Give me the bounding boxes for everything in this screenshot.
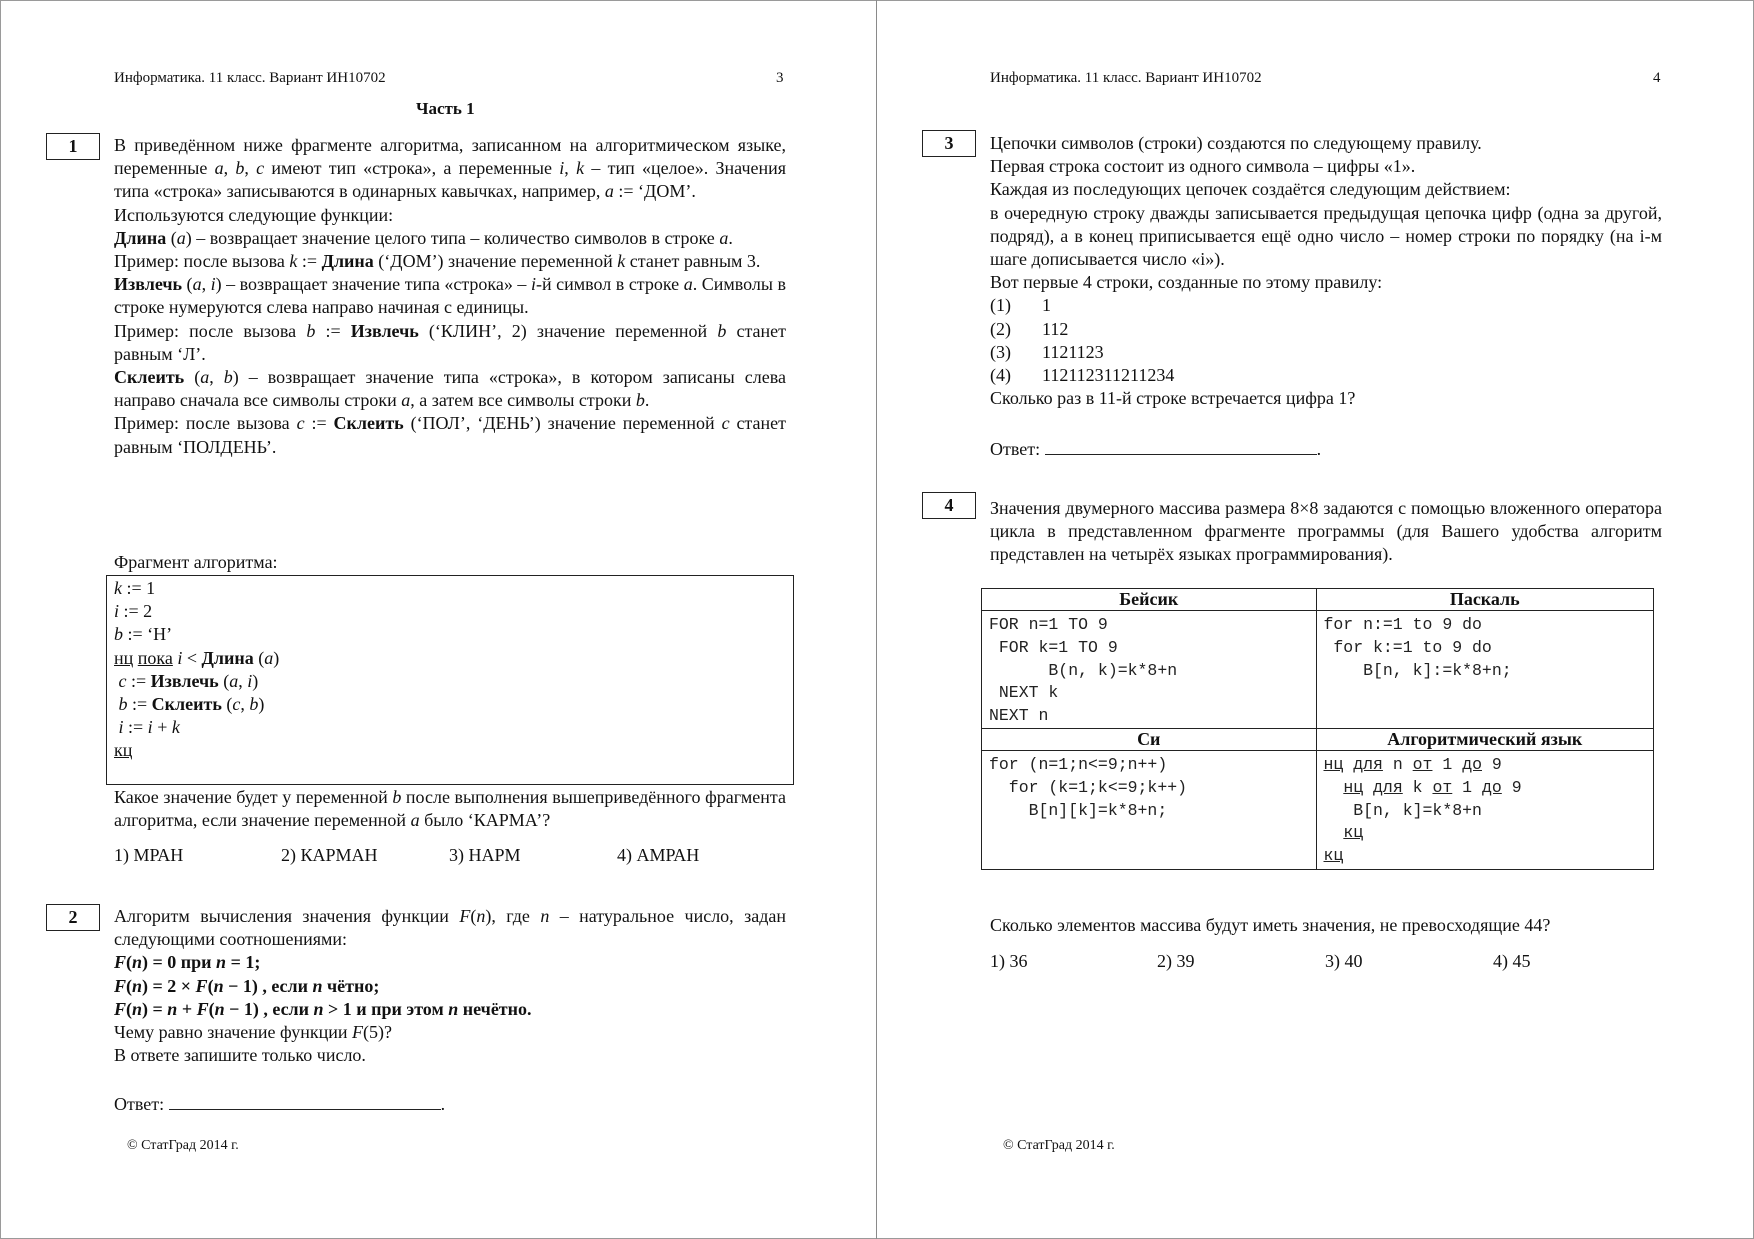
q3-row-number: (4) — [990, 365, 1011, 386]
algorithm-box — [106, 575, 794, 785]
section-title: Часть 1 — [416, 99, 475, 118]
algorithm-line: нц пока i < Длина (a) — [114, 647, 280, 668]
q3-line-2: Первая строка состоит из одного символа – цифры «1». — [990, 156, 1416, 177]
q2-relation-2: F(n) = 2 × F(n − 1) , если n чётно; — [114, 975, 380, 996]
q3-row-string: 112 — [1042, 318, 1069, 339]
algorithm-line: k := 1 — [114, 578, 156, 598]
q2-answer-field[interactable] — [169, 1092, 441, 1110]
left-page — [0, 0, 876, 1239]
q3-rule: в очередную строку дважды записывается предыдущая цепочка цифр (одна за другой, подряд), а в конец приписывается ещё одно число – номер строки по порядку (на i-м шаге дописывается число «i»). — [990, 202, 1662, 270]
q3-row — [990, 364, 1662, 387]
q4-option-3[interactable]: 3) 40 — [1325, 951, 1363, 971]
q3-rows — [990, 294, 1662, 387]
question-3-text — [990, 132, 1662, 410]
q2-relation-1: F(n) = 0 при n = 1; — [114, 952, 261, 973]
q3-row-string: 1 — [1042, 295, 1051, 316]
question-number-3: 3 — [922, 130, 976, 157]
q2-relation-3: F(n) = n + F(n − 1) , если n > 1 и при этом n нечётно. — [114, 998, 532, 1019]
q1-option-3[interactable]: 3) НАРМ — [449, 845, 521, 865]
code-c: for (n=1;n<=9;n++) for (k=1;k<=9;k++) B[n][k]=k*8+n; — [982, 750, 1317, 869]
question-number-4: 4 — [922, 492, 976, 519]
algorithm-line: b := Склеить (c, b) — [118, 694, 265, 715]
copyright: © СтатГрад 2014 г. — [1003, 1138, 1115, 1153]
q2-note: В ответе запишите только число. — [114, 1045, 366, 1066]
header-pascal: Паскаль — [1316, 589, 1654, 611]
q3-answer-row: Ответ: . — [990, 439, 1322, 459]
header-basic: Бейсик — [982, 589, 1317, 611]
question-1-text — [114, 134, 786, 459]
code-pascal: for n:=1 to 9 do for k:=1 to 9 do B[n, k]:=k*8+n; — [1316, 611, 1654, 729]
code-alg: нц для n от 1 до 9 нц для k от 1 до 9 B[n, k]=k*8+n кц кц — [1316, 750, 1654, 869]
algorithm-line: кц — [114, 740, 133, 761]
algorithm-line: i := i + k — [118, 717, 180, 738]
q3-line-3: Каждая из последующих цепочек создаётся следующим действием: — [990, 179, 1511, 200]
q3-row — [990, 294, 1662, 317]
q1-intro: В приведённом ниже фрагменте алгоритма, записанном на алгоритмическом языке, переменные a, b, c имеют тип «строка», а переменные i, k – тип «целое». Значения типа «строка» записываются в одинарных кавычках, например, a := ‘ДОМ’. — [114, 135, 787, 202]
q4-question: Сколько элементов массива будут иметь значения, не превосходящие 44? — [990, 915, 1551, 935]
q2-intro: Алгоритм вычисления значения функции F(n), где n – натуральное число, задан следующими соотношениями: — [114, 906, 786, 950]
q4-option-2[interactable]: 2) 39 — [1157, 951, 1195, 971]
q1-option-2[interactable]: 2) КАРМАН — [281, 845, 378, 865]
q1-function-concat-example: Пример: после вызова c := Склеить (‘ПОЛ’, ‘ДЕНЬ’) значение переменной c станет равным ‘ПОЛДЕНЬ’. — [114, 413, 786, 457]
page-number: 3 — [776, 70, 784, 86]
q3-row-string: 112112311211234 — [1042, 365, 1175, 386]
q3-row-number: (1) — [990, 295, 1011, 316]
q3-list-intro: Вот первые 4 строки, созданные по этому правилу: — [990, 272, 1383, 293]
q3-answer-label: Ответ: — [990, 439, 1041, 459]
q1-function-extract-example: Пример: после вызова b := Извлечь (‘КЛИН’, 2) значение переменной b станет равным ‘Л’. — [114, 320, 787, 364]
algorithm-line: b := ‘Н’ — [114, 624, 173, 645]
header-c: Си — [982, 728, 1317, 750]
fragment-label: Фрагмент алгоритма: — [114, 552, 278, 572]
q3-row-number: (3) — [990, 341, 1011, 362]
q1-option-1[interactable]: 1) МРАН — [114, 845, 184, 865]
algorithm-line: c := Извлечь (a, i) — [118, 670, 259, 691]
q1-function-extract: Извлечь (a, i) – возвращает значение типа «строка» – i-й символ в строке a. Символы в строке нумеруются слева направо начиная с единицы. — [114, 274, 787, 318]
question-number-1: 1 — [46, 133, 100, 160]
q1-question-text: Какое значение будет у переменной b после выполнения вышеприведённого фрагмента алгоритма, если значение переменной a было ‘КАРМА’? — [114, 787, 786, 831]
q1-functions-intro: Используются следующие функции: — [114, 204, 394, 225]
q2-answer-row: Ответ: . — [114, 1094, 446, 1114]
copyright: © СтатГрад 2014 г. — [127, 1138, 239, 1153]
q4-option-1[interactable]: 1) 36 — [990, 951, 1028, 971]
question-4-text — [990, 497, 1662, 567]
q3-row-number: (2) — [990, 318, 1011, 339]
page-header: Информатика. 11 класс. Вариант ИН10702 — [114, 70, 386, 86]
q3-question: Сколько раз в 11-й строке встречается цифра 1? — [990, 388, 1356, 409]
q4-option-4[interactable]: 4) 45 — [1493, 951, 1531, 971]
q3-answer-field[interactable] — [1045, 437, 1317, 455]
algorithm-line: i := 2 — [114, 601, 153, 622]
q3-row — [990, 318, 1662, 341]
question-number-2: 2 — [46, 904, 100, 931]
q1-function-concat: Склеить (a, b) – возвращает значение типа «строка», в котором записаны слева направо сначала все символы строки a, а затем все символы строки b. — [114, 367, 786, 411]
q3-line-1: Цепочки символов (строки) создаются по следующему правилу. — [990, 133, 1482, 153]
q1-function-length-example: Пример: после вызова k := Длина (‘ДОМ’) значение переменной k станет равным 3. — [114, 251, 761, 272]
q1-option-4[interactable]: 4) АМРАН — [617, 845, 700, 865]
q2-question: Чему равно значение функции F(5)? — [114, 1022, 392, 1043]
header-alg: Алгоритмический язык — [1316, 728, 1654, 750]
q3-row-string: 1121123 — [1042, 341, 1104, 362]
q1-function-length: Длина (a) – возвращает значение целого типа – количество символов в строке a. — [114, 227, 733, 248]
question-2-text — [114, 905, 786, 1067]
right-page — [877, 0, 1754, 1239]
code-basic: FOR n=1 TO 9 FOR k=1 TO 9 B(n, k)=k*8+n NEXT k NEXT n — [982, 611, 1317, 729]
page-number: 4 — [1653, 70, 1661, 86]
q1-question — [114, 786, 786, 832]
q4-intro: Значения двумерного массива размера 8×8 задаются с помощью вложенного оператора цикла в представленном фрагменте программы (для Вашего удобства алгоритм представлен на четырёх языках программирования). — [990, 498, 1662, 565]
page-header: Информатика. 11 класс. Вариант ИН10702 — [990, 70, 1262, 86]
q3-row — [990, 341, 1662, 364]
code-table — [981, 588, 1654, 870]
q2-answer-label: Ответ: — [114, 1094, 165, 1114]
